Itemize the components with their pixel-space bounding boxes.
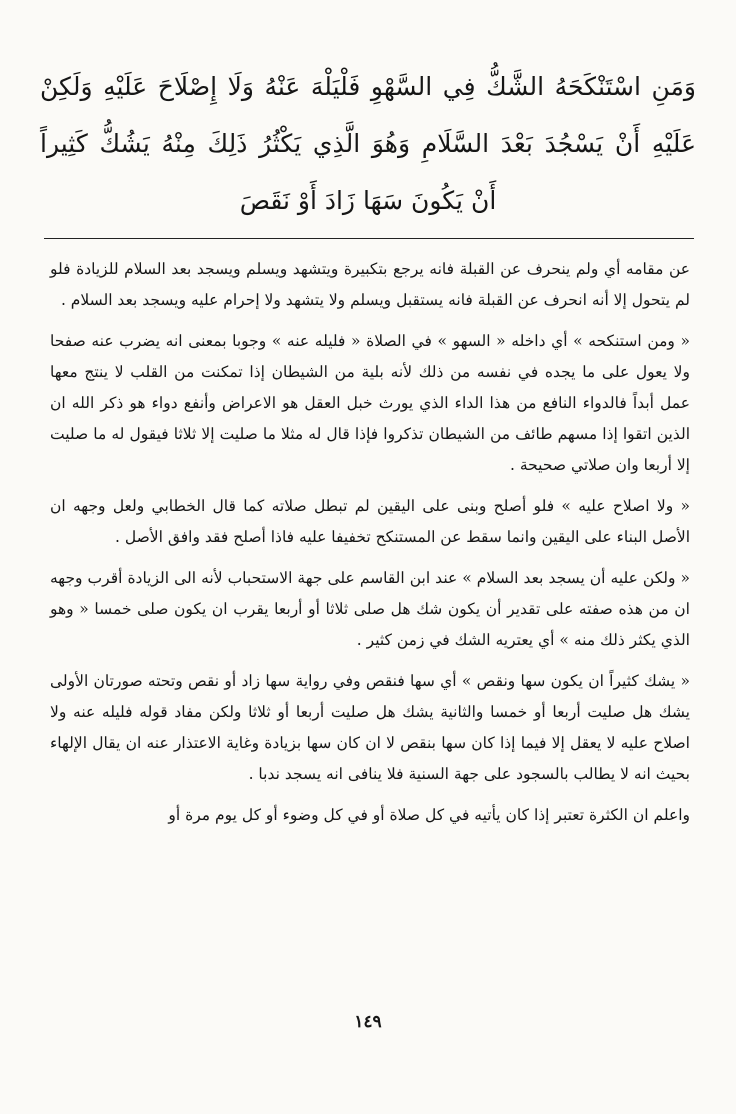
commentary-text-block <box>50 254 690 841</box>
page-number: ١٤٩ <box>354 1012 382 1032</box>
matn-line: عَلَيْهِ أَنْ يَسْجُدَ بَعْدَ السَّلَامِ وَهُوَ الَّذِي يَكْثُرُ ذَلِكَ مِنْهُ يَشُكُّ كَثِيراً <box>40 129 696 158</box>
commentary-paragraph: « يشك كثيراً ان يكون سها ونقص » أي سها فنقص وفي رواية سها زاد أو نقص وتحته صورتان الأولى يشك هل صليت أربعا أو خمسا والثانية يشك هل صليت أربعا أو ثلاثا ولكن مفاد قوله فليله عنه ولا اصلاح عليه لا يعقل إلا فيما إذا كان سها بنقص لا ان كان سها بزيادة وغاية الاعتذار عنه ان يقال الإلهاء بحيث انه لا يطالب بالسجود على جهة السنية فلا ينافى انه يسجد ندبا . <box>50 672 690 783</box>
commentary-paragraph: « ولا اصلاح عليه » فلو أصلح وبنى على اليقين لم تبطل صلاته كما قال الخطابي ولعل وجهه ان الأصل البناء على اليقين وانما سقط عن المستنكح تخفيفا عليه فاذا أصلح فقد وافق الأصل . <box>50 497 690 546</box>
separator-rule <box>44 238 694 239</box>
commentary-paragraph: « ولكن عليه أن يسجد بعد السلام » عند ابن القاسم على جهة الاستحباب لأنه الى الزيادة أقرب وجهه ان من هذه صفته على تقدير أن يكون شك هل صلى ثلاثا أو أربعا يقرب ان يكون صلى خمسا « وهو الذي يكثر ذلك منه » أي يعتريه الشك في زمن كثير . <box>50 569 690 649</box>
commentary-paragraph: « ومن استنكحه » أي داخله « السهو » في الصلاة « فليله عنه » وجوبا بمعنى انه يضرب عنه صفحا ولا يعول على ما يجده في نفسه من ذلك لأنه بلية من الشيطان إذا تمكنت من القلب لا ينتج معها عمل أبداً فالدواء النافع من هذا الداء الذي يورث خبل العقل هو الاعراض وأنفع دواء هو ذكر الله ان الذين اتقوا إذا مسهم طائف من الشيطان تذكروا فإذا قال له مثلا ما صليت إلا ثلاثا فيقول له ما صليت إلا أربعا وان صلاتي صحيحة . <box>50 332 690 474</box>
matn-line: وَمَنِ اسْتَنْكَحَهُ الشَّكُّ فِي السَّهْوِ فَلْيَلْهَ عَنْهُ وَلَا إِصْلَاحَ عَلَيْهِ وَلَكِنْ <box>40 72 696 101</box>
commentary-paragraph: واعلم ان الكثرة تعتبر إذا كان يأتيه في كل صلاة أو في كل وضوء أو كل يوم مرة أو <box>168 806 690 824</box>
matn-text-block <box>40 58 696 229</box>
commentary-paragraph: عن مقامه أي ولم ينحرف عن القبلة فانه يرجع بتكبيرة ويتشهد ويسلم ويسجد بعد السلام للزيادة فلو لم يتحول إلا أنه انحرف عن القبلة فانه يستقبل ويسلم ولا يتشهد ولا إحرام عليه ويسجد بعد السلام . <box>50 260 690 309</box>
matn-line: أَنْ يَكُونَ سَهَا زَادَ أَوْ نَقَصَ <box>239 186 497 215</box>
